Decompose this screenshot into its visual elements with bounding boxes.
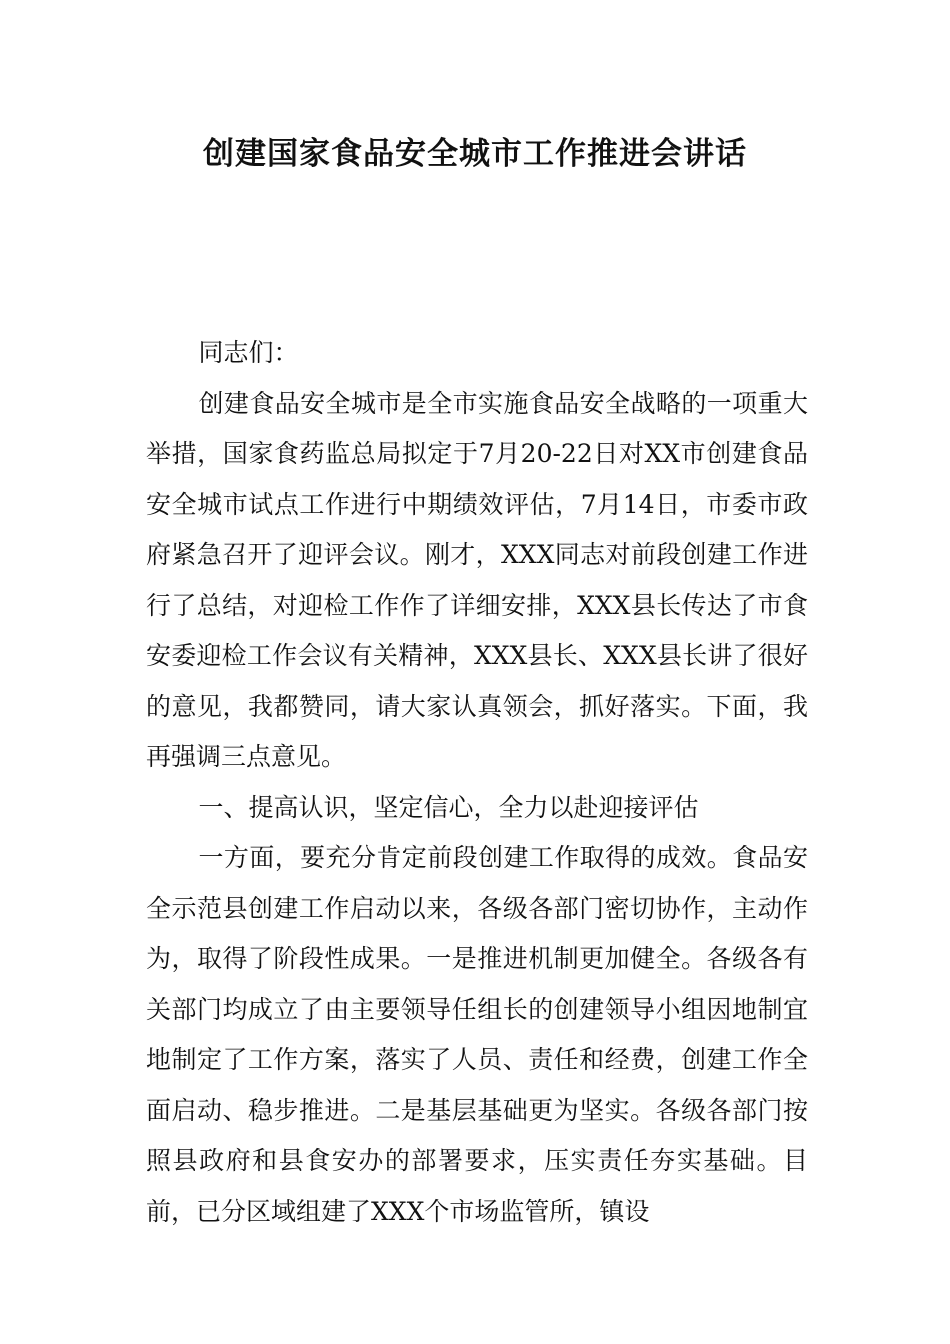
body-paragraph: 一方面，要充分肯定前段创建工作取得的成效。食品安全示范县创建工作启动以来，各级各部门密切协作，主动作为，取得了阶段性成果。一是推进机制更加健全。各级各有关部门均成立了由主要领导任组长的创建领导小组因地制宜地制定了工作方案，落实了人员、责任和经费，创建工作全面启动、稳步推进。二是基层基础更为坚实。各级各部门按照县政府和县食安办的部署要求，压实责任夯实基础。目前，已分区域组建了XXX个市场监管所，镇设 bbox=[146, 843, 808, 1226]
document-title: 创建国家食品安全城市工作推进会讲话 bbox=[203, 136, 747, 172]
salutation-paragraph: 同志们： bbox=[198, 338, 299, 367]
document-body bbox=[146, 328, 808, 1237]
section-heading-1: 一、提高认识，坚定信心，全力以赴迎接评估 bbox=[198, 792, 699, 822]
intro-paragraph: 创建食品安全城市是全市实施食品安全战略的一项重大举措，国家食药监总局拟定于7月20-22日对XX市创建食品安全城市试点工作进行中期绩效评估，7月14日，市委市政府紧急召开了迎评会议。刚才，XXX同志对前段创建工作进行了总结，对迎检工作作了详细安排，XXX县长传达了市食安委迎检工作会议有关精神，XXX县长、XXX县长讲了很好的意见，我都赞同，请大家认真领会，抓好落实。下面，我再强调三点意见。 bbox=[146, 388, 808, 771]
